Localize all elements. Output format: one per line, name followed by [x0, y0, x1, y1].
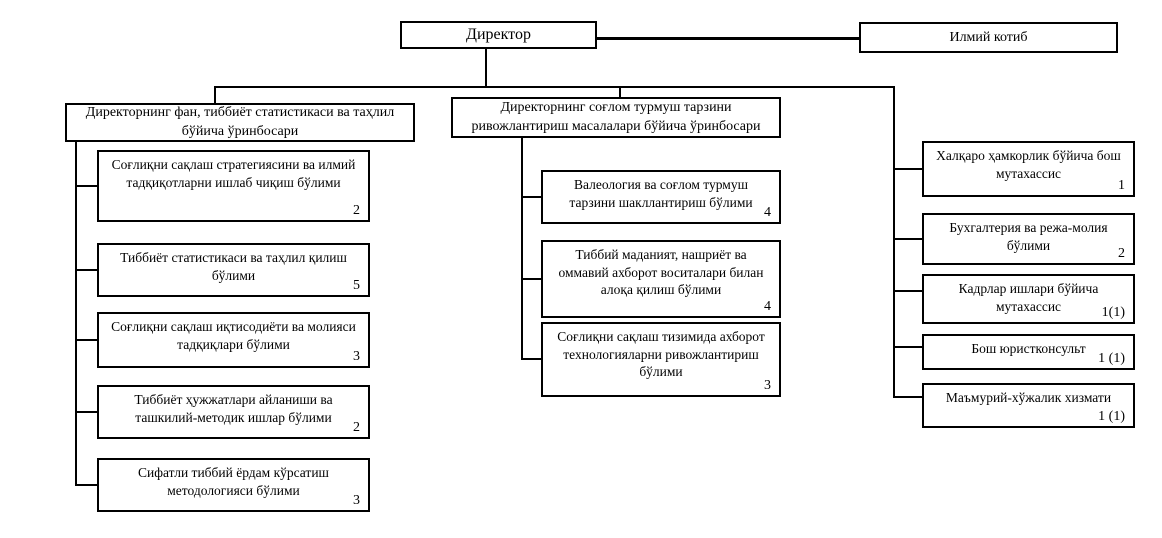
scientific-secretary-label: Илмий котиб — [949, 29, 1028, 45]
connector-stub — [893, 290, 922, 292]
staff-count: 4 — [764, 205, 771, 221]
connector-stub — [75, 185, 97, 187]
dept-label: Тиббиёт статистикаси ва таҳлил қилиш бўлими — [120, 250, 347, 283]
connector-right-spine — [893, 86, 895, 398]
deputy-healthy-lifestyle-label: Директорнинг соғлом турмуш тарзини ривожлантириш масалалари бўйича ўринбосари — [471, 100, 761, 134]
staff-count: 5 — [353, 278, 360, 294]
dept-label: Кадрлар ишлари бўйича мутахассис — [958, 281, 1099, 314]
connector-stub — [893, 168, 922, 170]
connector-stub — [75, 484, 97, 486]
deputy-science-statistics-box — [65, 103, 415, 142]
dept-medical-statistics-box — [97, 243, 370, 297]
staff-count: 4 — [764, 299, 771, 315]
staff-count: 1 — [1118, 178, 1125, 194]
dept-label: Соғлиқни сақлаш тизимида ахборот технологияларни ривожлантириш бўлими — [557, 329, 765, 380]
connector-stub — [893, 346, 922, 348]
dept-it-development-box — [541, 322, 781, 397]
connector-main-horizontal — [214, 86, 895, 88]
dept-valeology-box — [541, 170, 781, 224]
connector-director-down — [485, 48, 487, 88]
dept-legal-counsel-box — [922, 334, 1135, 370]
staff-count: 3 — [353, 349, 360, 365]
scientific-secretary-box — [859, 22, 1118, 53]
dept-label: Бухгалтерия ва режа-молия бўлими — [949, 220, 1108, 253]
dept-label: Сифатли тиббий ёрдам кўрсатиш методологияси бўлими — [138, 465, 329, 498]
dept-health-economics-box — [97, 312, 370, 368]
connector-stub — [521, 196, 541, 198]
connector-stub — [521, 358, 541, 360]
dept-medical-records-box — [97, 385, 370, 439]
dept-label: Соғлиқни сақлаш стратегиясини ва илмий тадқиқотларни ишлаб чиқиш бўлими — [111, 157, 356, 190]
dept-label: Валеология ва соғлом турмуш тарзини шакллантириш бўлими — [569, 177, 753, 210]
connector-left-spine — [75, 142, 77, 486]
connector-middle-spine — [521, 138, 523, 360]
deputy-science-statistics-label: Директорнинг фан, тиббиёт статистикаси ва таҳлил бўйича ўринбосари — [85, 105, 395, 139]
dept-label: Маъмурий-хўжалик хизмати — [945, 390, 1112, 405]
dept-administrative-service-box — [922, 383, 1135, 428]
staff-count: 1 (1) — [1098, 351, 1125, 367]
dept-label: Халқаро ҳамкорлик бўйича бош мутахассис — [936, 148, 1121, 181]
dept-label: Соғлиқни сақлаш иқтисодиёти ва молияси тадқиқлари бўлими — [111, 319, 356, 352]
staff-count: 1 (1) — [1098, 409, 1125, 425]
director-box — [400, 21, 597, 49]
connector-stub — [893, 238, 922, 240]
dept-label: Бош юристконсульт — [971, 341, 1086, 356]
dept-strategy-research-box — [97, 150, 370, 222]
dept-medical-culture-media-box — [541, 240, 781, 318]
connector-stub — [75, 269, 97, 271]
staff-count: 2 — [353, 420, 360, 436]
connector-drop-left-head — [214, 86, 216, 103]
dept-label: Тиббиёт ҳужжатлари айланиши ва ташкилий-методик ишлар бўлими — [134, 392, 333, 425]
deputy-healthy-lifestyle-box — [451, 97, 781, 138]
dept-international-cooperation-box — [922, 141, 1135, 197]
dept-label: Тиббий маданият, нашриёт ва оммавий ахборот воситалари билан алоқа қилиш бўлими — [558, 247, 764, 298]
director-label: Директор — [466, 26, 531, 43]
staff-count: 2 — [1118, 246, 1125, 262]
staff-count: 2 — [353, 203, 360, 219]
connector-drop-middle-head — [619, 86, 621, 98]
connector-stub — [75, 339, 97, 341]
staff-count: 1(1) — [1101, 305, 1125, 321]
staff-count: 3 — [353, 493, 360, 509]
dept-quality-care-box — [97, 458, 370, 512]
connector-stub — [521, 278, 541, 280]
connector-stub — [75, 411, 97, 413]
staff-count: 3 — [764, 378, 771, 394]
dept-hr-specialist-box — [922, 274, 1135, 324]
connector-director-secretary — [597, 37, 859, 40]
dept-accounting-finance-box — [922, 213, 1135, 265]
connector-stub — [893, 396, 922, 398]
